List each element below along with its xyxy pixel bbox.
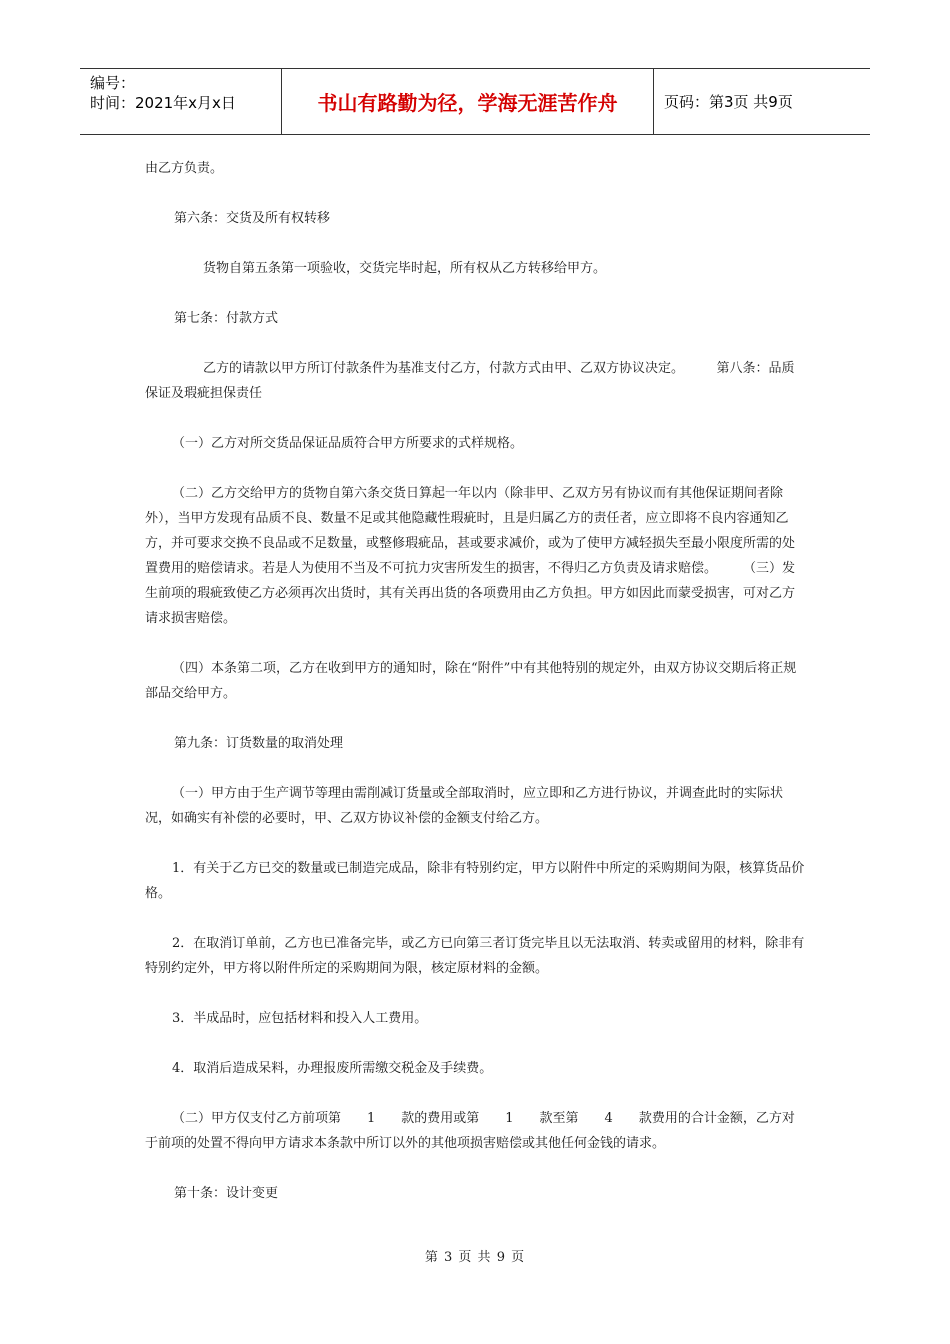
header-page-code: 页码：第3页 共9页 [664,93,793,111]
paragraph: 货物自第五条第一项验收，交货完毕时起，所有权从乙方转移给甲方。 [203,261,607,276]
paragraph: 由乙方负责。 [145,161,224,176]
paragraph: 乙方的请款以甲方所订付款条件为基准支付乙方，付款方式由甲、乙双方协议决定。 第八条：品质保证及瑕疵担保责任 [145,361,795,401]
header-meta [80,69,282,134]
article-heading: 第十条：设计变更 [174,1186,279,1201]
list-item: 3．半成品时，应包括材料和投入人工费用。 [172,1011,428,1026]
page-header [80,68,870,135]
article-heading: 第六条：交货及所有权转移 [174,211,331,226]
article-heading: 第七条：付款方式 [174,311,279,326]
paragraph: （二）乙方交给甲方的货物自第六条交货日算起一年以内（除非甲、乙双方另有协议而有其他保证期间者除外），当甲方发现有品质不良、数量不足或其他隐藏性瑕疵时，且是归属乙方的责任者，应立即将不良内容通知乙方，并可要求交换不良品或不足数量，或整修瑕疵品，甚或要求减价，或为了使甲方减轻损失至最小限度所需的处置费用的赔偿请求。若是人为使用不当及不可抗力灾害所发生的损害，不得归乙方负责及请求赔偿。 （三）发生前项的瑕疵致使乙方必须再次出货时，其有关再出货的各项费用由乙方负担。甲方如因此而蒙受损害，可对乙方请求损害赔偿。 [145,486,796,626]
list-item: 4．取消后造成呆料，办理报废所需缴交税金及手续费。 [172,1061,493,1076]
paragraph: （二）甲方仅支付乙方前项第 1 款的费用或第 1 款至第 4 款费用的合计金额，乙方对于前项的处置不得向甲方请求本条款中所订以外的其他项损害赔偿或其他任何金钱的请求。 [145,1111,795,1151]
paragraph: （一）甲方由于生产调节等理由需削减订货量或全部取消时，应立即和乙方进行协议，并调查此时的实际状况，如确实有补偿的必要时，甲、乙双方协议补偿的金额支付给乙方。 [145,786,784,826]
time-label: 时间：2021年x月x日 [90,94,236,112]
paragraph: （四）本条第二项，乙方在收到甲方的通知时，除在“附件”中有其他特别的规定外，由双方协议交期后将正规部品交给甲方。 [145,661,797,701]
number-label: 编号： [90,74,136,92]
list-item: 1．有关于乙方已交的数量或已制造完成品，除非有特别约定，甲方以附件中所定的采购期间为限，核算货品价格。 [145,861,805,901]
paragraph: （一）乙方对所交货品保证品质符合甲方所要求的式样规格。 [172,436,524,451]
document-body [145,156,805,1231]
header-motto: 书山有路勤为径，学海无涯苦作舟 [282,69,654,134]
article-heading: 第九条：订货数量的取消处理 [174,736,344,751]
page-footer: 第 3 页 共 9 页 [424,1250,526,1265]
list-item: 2．在取消订单前，乙方也已准备完毕，或乙方已向第三者订货完毕且以无法取消、转卖或留用的材料，除非有特别约定外，甲方将以附件所定的采购期间为限，核定原材料的金额。 [145,936,805,976]
